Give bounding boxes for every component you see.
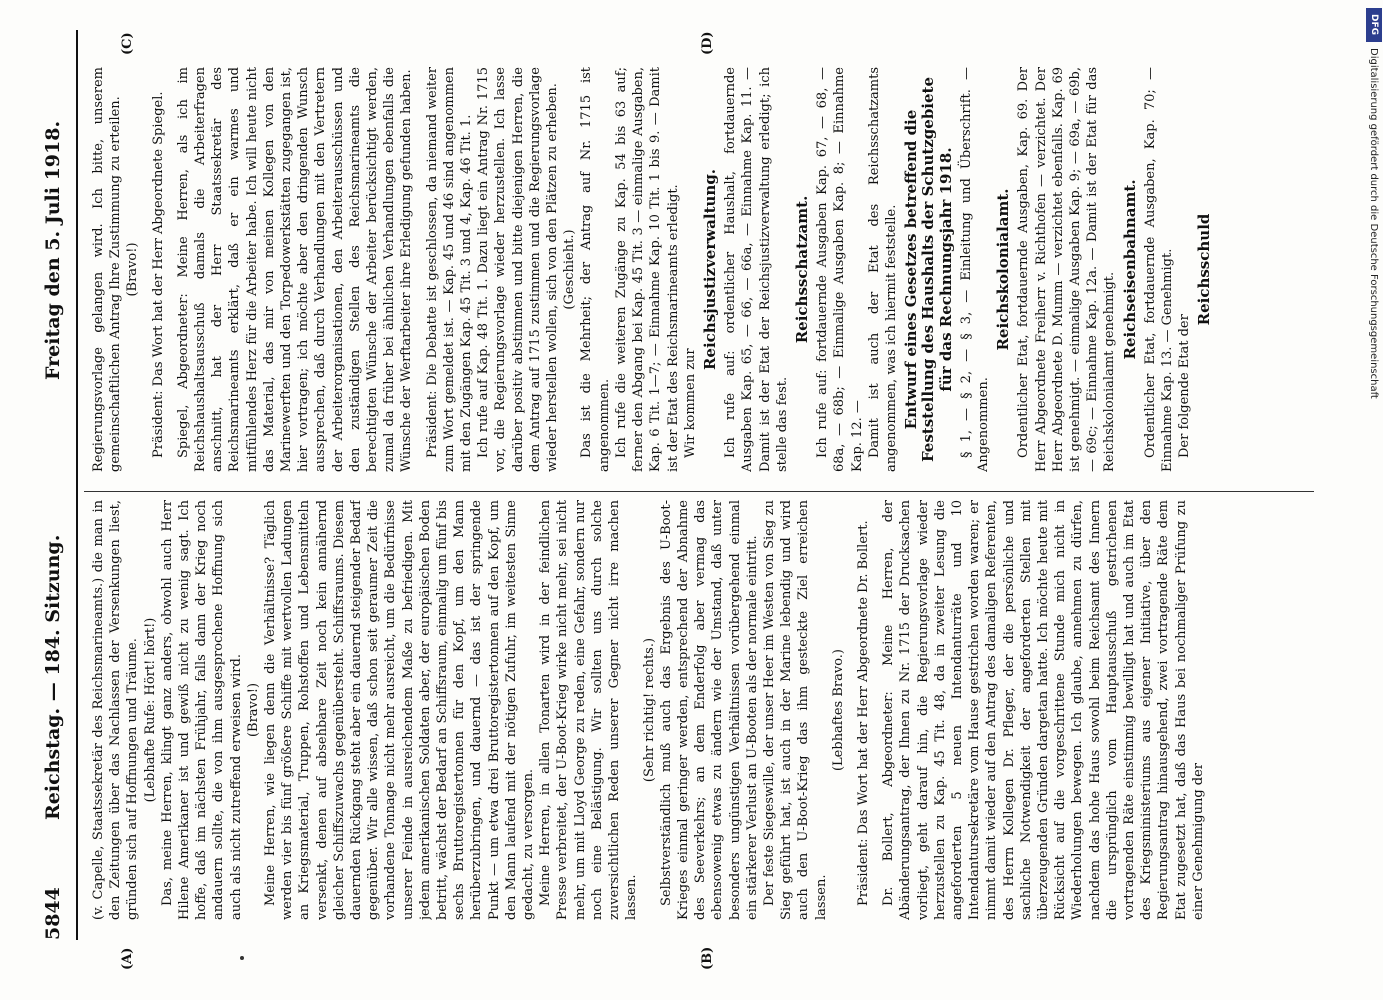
- margin-label-c: (C): [120, 32, 135, 55]
- paragraph: Der folgende Etat der: [1177, 314, 1193, 458]
- paragraph: (Lebhaftes Bravo.): [830, 648, 846, 772]
- paragraph: Der feste Siegeswille, der unser Heer im Westen von Sieg zu Sieg geführt hat, ist auch in der Marine lebendig und wird auch den U-Boot-Krieg das ihm gesteckte Ziel erreichen lassen.: [761, 500, 829, 920]
- paragraph: Spiegel, Abgeordneter: Meine Herren, als ich im Reichshaushaltsausschuß damals die Arbeiterfragen anschnitt, hat der Herr Staatssekretär des Reichsmarineamts erklärt, daß er ein warmes und mitfühlendes Herz für die Arbeiter habe. Ich will heute nicht das Material, das mir von meinen Kollegen von den Marinewerften und den Torpedowerkstätten zugegangen ist, hier vortragen; ich möchte aber den dringenden Wunsch aussprechen, daß durch Verhandlungen mit den Vertretern der Arbeiterorganisationen, den Arbeiterausschüssen und den zuständigen Stellen des Reichsmarineamts die berechtigten Wünsche der Arbeiter berücksichtigt werden, zumal da früher bei ähnlichen Verhandlungen ebenfalls die Wünsche der Werftarbeiter ihre Erledigung gefunden haben.: [175, 67, 415, 472]
- session-title: Reichstag. — 184. Sitzung.: [42, 534, 64, 820]
- paragraph: Das, meine Herren, klingt ganz anders, obwohl auch Herr Hilene Amerikaner ist und gewiß nicht zu wenig sagt. Ich hoffe, daß im nächsten Frühjahr, falls dann der Krieg noch andauern sollte, die von ihm ausgesprochene Hoffnung sich auch als nicht zutreffend erweisen wird.: [159, 500, 244, 920]
- section-heading: Reichsjustizverwaltung.: [700, 168, 719, 371]
- margin-label-b: (B): [700, 946, 715, 970]
- section-heading: Reichsschuld: [1195, 213, 1214, 326]
- paragraph: Das ist die Mehrheit; der Antrag auf Nr. 1715 ist angenommen.: [579, 67, 612, 472]
- margin-dot: [240, 956, 244, 960]
- paragraph: (Bravo!): [125, 242, 141, 297]
- session-date: Freitag den 5. Juli 1918.: [42, 120, 64, 380]
- paragraph: Ordentlicher Etat, fortdauernde Ausgaben, Kap. 69. Der Herr Abgeordnete Freiherr v. Richthofen — verzichtet. Der Herr Abgeordnete D. Mumm — verzichtet ebenfalls. Kap. 69 ist genehmigt. — einmalige Ausgaben Kap. 9; — 69a, — 69b, — 69c; — Einnahme Kap. 12a. — Damit ist der Etat für das Reichskolonialamt genehmigt.: [1016, 67, 1118, 472]
- paragraph: (Geschieht.): [562, 229, 578, 310]
- paragraph: Meine Herren, in allen Tonarten wird in der feindlichen Presse verbreitet, der U-Boot-Krieg wirke nicht mehr, sei nicht mehr, um mit Lloyd George zu reden, eine Gefahr, sondern nur noch eine Belästigung. Wir sollten uns durch solche zuversichtlichen Reden unserer Gegner nicht irre machen lassen.: [538, 500, 640, 920]
- margin-label-d: (D): [700, 31, 715, 55]
- dfg-badge: DFG: [1366, 8, 1382, 42]
- paragraph: Ich rufe auf: fortdauernde Ausgaben Kap. 67, — 68, — 68a, — 68b; — Einmalige Ausgaben Kap. 8; — Einnahme Kap. 12. —: [815, 67, 865, 472]
- paragraph: (Sehr richtig! rechts.): [641, 637, 657, 783]
- paragraph: (v. Capelle, Staatssekretär des Reichsmarineamts.) die man in den Zeitungen über das Nachlassen der Versenkungen liest, gründen sich auf Hoffnungen und Träume.: [91, 500, 141, 920]
- paragraph: (Lebhafte Rufe: Hört! hört!): [142, 617, 158, 803]
- column-divider: [84, 491, 1314, 492]
- paragraph: Wir kommen zur: [682, 348, 698, 458]
- margin-label-a: (A): [120, 947, 135, 970]
- section-heading: Reichsschatzamt.: [792, 195, 811, 344]
- paragraph: Ich rufe auf: ordentlicher Haushalt, fortdauernde Ausgaben Kap. 65, — 66, — 66a, — Einnahme Kap. 11. — Damit ist der Etat der Reichsjustizverwaltung erledigt; ich stelle das fest.: [723, 67, 790, 472]
- paragraph: Selbstverständlich muß auch das Ergebnis des U-Boot-Krieges einmal geringer werden, entsprechend der Abnahme des Seeverkehrs; an dem Enderfolg aber vermag das ebensowenig etwas zu ändern wie der Umstand, daß unter besonders ungünstigen Verhältnissen vorübergehend einmal ein stärkerer Verlust an U-Booten als der normale eintritt.: [658, 500, 760, 920]
- page-number: 5844: [42, 887, 64, 940]
- paragraph: Dr. Bollert, Abgeordneter: Meine Herren, der Abänderungsantrag, der Ihnen zu Nr. 1715 der Drucksachen vorliegt, geht darauf hin, die Regierungsvorlage wieder herzustellen zu Kap. 45 Tit. 48, da in zweiter Lesung die angeforderten 5 neuen Intendanturräte und 10 Intendantursekretäre vom Hause gestrichen worden waren; er nimmt damit wieder auf den Antrag des damaligen Referenten, des Herrn Kollegen Dr. Pfleger, der die persönliche und sachliche Notwendigkeit der angeforderten Stellen mit überzeugenden Gründen dargetan hatte. Ich möchte heute mit Rücksicht auf die vorgeschrittene Stunde mich nicht in Wiederholungen bewegen. Ich glaube, annehmen zu dürfen, nachdem das hohe Haus sowohl beim Reichsamt des Innern die ursprünglich vom Hauptausschuß gestrichenen vortragenden Räte einstimmig bewilligt hat und auch im Etat des Kriegsministeriums aus eigener Initiative, über den Regierungsantrag hinausgehend, zwei vortragende Räte dem Etat zugesetzt hat, daß das Haus bei nochmaliger Prüfung zu einer Genehmigung der: [881, 500, 1206, 920]
- paragraph: Präsident: Das Wort hat der Herr Abgeordnete Dr. Bollert.: [855, 520, 871, 906]
- paragraph: (Bravo!): [245, 682, 261, 738]
- paragraph: Ordentlicher Etat, fortdauernde Ausgaben, Kap. 70; — Einnahme Kap. 13. — Genehmigt.: [1142, 67, 1175, 472]
- paragraph: Meine Herren, wie liegen denn die Verhältnisse? Täglich werden vier bis fünf größere Schiffe mit wertvollen Ladungen an Kriegsmaterial, Truppen, Rohstoffen und Lebensmitteln versenkt, denen auf absehbare Zeit noch kein annähernd gleicher Schiffszuwachs gegenübersteht. Schiffsraums. Diesem dauernden Rückgang steht aber ein dauernd steigender Bedarf gegenüber. Wir alle wissen, daß schon seit geraumer Zeit die vorhandene Tonnage nicht mehr ausreicht, um die Bedürfnisse unserer Feinde in ausreichendem Maße zu befriedigen. Mit jedem amerikanischen Soldaten aber, der europäischen Boden betritt, wächst der Bedarf an Schiffsraum, einmalig um fünf bis sechs Bruttoregistertonnen für den Kopf, um den Mann herüberzubringen, und dauernd — das ist der springende Punkt — um etwa drei Bruttoregistertonnen auf den Kopf, um den Mann laufend mit der nötigen Zufuhr, im weitesten Sinne gedacht, zu versorgen.: [263, 500, 537, 920]
- section-heading: Reichseisenbahnamt.: [1120, 179, 1139, 360]
- paragraph: Damit ist auch der Etat des Reichsschatzamts angenommen, was ich hiermit feststelle.: [866, 67, 899, 472]
- paragraph: Ich rufe auf Kap. 48 Tit. 1. Dazu liegt ein Antrag Nr. 1715 vor, die Regierungsvorlage wieder herzustellen. Ich lasse darüber positiv abstimmen und bitte diejenigen Herren, die dem Antrag auf 1715 zustimmen und die Regierungsvorlage wieder herstellen wollen, sich von den Plätzen zu erheben.: [476, 67, 561, 472]
- paragraph: Präsident: Die Debatte ist geschlossen, da niemand weiter zum Wort gemeldet ist. — Kap. 45 und 46 sind angenommen mit den Zugängen Kap. 45 Tit. 3 und 4, Kap. 46 Tit. 1.: [424, 67, 475, 472]
- paragraph: § 1, — § 2, — § 3, — Einleitung und Überschrift. — Angenommen.: [958, 67, 991, 472]
- section-heading: Entwurf eines Gesetzes betreffend die Feststellung des Haushalts der Schutzgebiete für das Rechnungsjahr 1918.: [902, 76, 955, 463]
- left-column: [90, 500, 1310, 920]
- paragraph: Regierungsvorlage gelangen wird. Ich bitte, unserem gemeinschaftlichen Antrag Ihre Zustimmung zu erteilen.: [91, 67, 124, 472]
- page-header: [30, 30, 78, 940]
- section-heading: Reichskolonialamt.: [994, 188, 1013, 351]
- digitization-credit: Digitalisierung gefördert durch die Deutsche Forschungsgemeinschaft: [1368, 48, 1379, 399]
- paragraph: Präsident: Das Wort hat der Herr Abgeordnete Spiegel.: [150, 91, 166, 458]
- paragraph: Ich rufe die weiteren Zugänge zu Kap. 54 bis 63 auf; ferner den Abgang bei Kap. 45 Tit. 3 — einmalige Ausgaben, Kap. 6 Tit. 1—7; — Einnahme Kap. 10 Tit. 1 bis 9. — Damit ist der Etat des Reichsmarineamts erledigt.: [613, 67, 681, 472]
- right-column: [90, 67, 1310, 472]
